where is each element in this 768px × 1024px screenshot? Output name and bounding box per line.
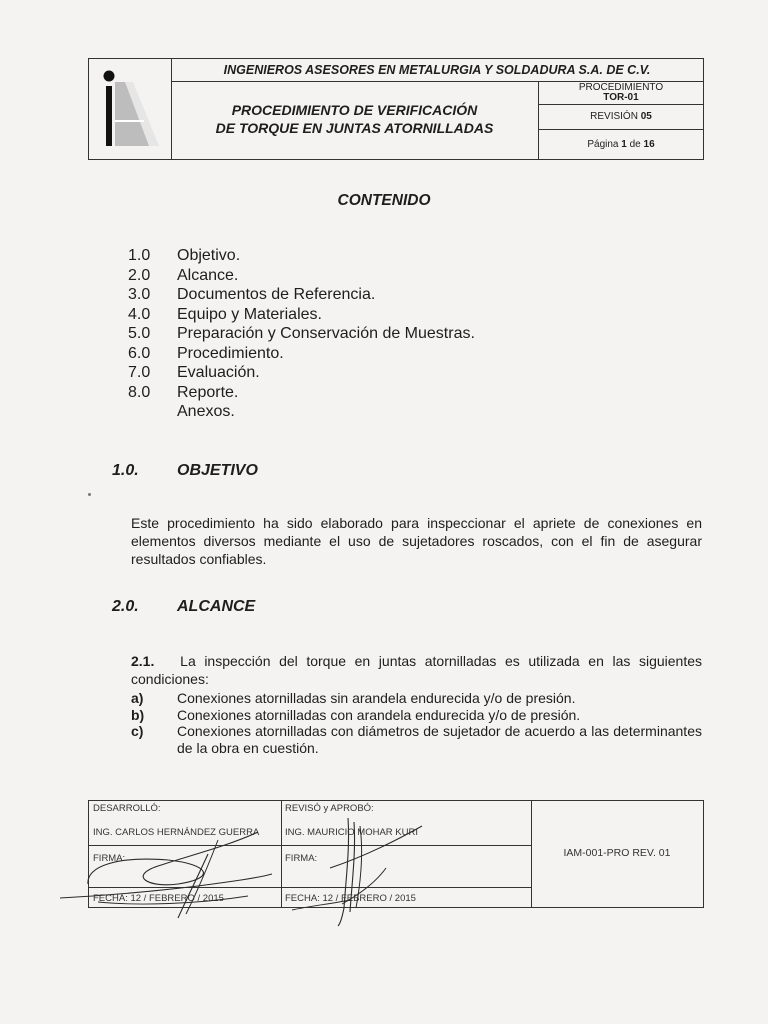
contents-heading: CONTENIDO bbox=[337, 192, 431, 209]
toc-item bbox=[128, 285, 475, 305]
company-logo bbox=[89, 59, 172, 159]
toc-text: Equipo y Materiales. bbox=[177, 305, 322, 323]
procedure-label: PROCEDIMIENTO bbox=[578, 82, 664, 93]
logo-graphic bbox=[89, 59, 171, 159]
developer-column bbox=[89, 801, 282, 907]
section-1-number: 1.0. bbox=[112, 462, 139, 479]
developed-name: ING. CARLOS HERNÁNDEZ GUERRA bbox=[93, 827, 260, 838]
page-current: 1 bbox=[621, 139, 627, 150]
title-line-2: DE TORQUE EN JUNTAS ATORNILLADAS bbox=[215, 120, 494, 136]
document-code: IAM-001-PRO REV. 01 bbox=[563, 847, 671, 859]
toc-item bbox=[128, 324, 475, 344]
page-number-cell bbox=[539, 130, 703, 160]
toc-number bbox=[128, 402, 177, 422]
toc-text: Preparación y Conservación de Muestras. bbox=[177, 325, 475, 342]
procedure-code-cell bbox=[539, 81, 703, 105]
company-name: INGENIEROS ASESORES EN METALURGIA Y SOLDADURA S.A. DE C.V. bbox=[171, 59, 703, 82]
toc-text: Documentos de Referencia. bbox=[177, 286, 376, 303]
toc-text: Anexos. bbox=[177, 403, 235, 420]
revision-value: 05 bbox=[640, 111, 652, 122]
page-total: 16 bbox=[643, 139, 655, 150]
developer-fecha: FECHA: 12 / FEBRERO / 2015 bbox=[93, 893, 224, 904]
procedure-code: TOR-01 bbox=[603, 92, 639, 103]
table-of-contents bbox=[128, 246, 475, 422]
document-meta bbox=[539, 81, 703, 160]
toc-text: Reporte. bbox=[177, 383, 239, 401]
conditions-list bbox=[131, 690, 702, 756]
section-1-title: OBJETIVO bbox=[177, 462, 258, 479]
developed-label: DESARROLLÓ: bbox=[93, 803, 161, 814]
procedure-title bbox=[171, 81, 539, 159]
toc-number: 8.0 bbox=[128, 383, 151, 401]
reviewer-firma-label: FIRMA: bbox=[285, 853, 318, 864]
section-2-title: ALCANCE bbox=[177, 598, 256, 615]
row-divider bbox=[89, 887, 281, 888]
section-2-number: 2.0. bbox=[112, 598, 139, 615]
list-item-label: b) bbox=[131, 706, 145, 723]
toc-number: 2.0 bbox=[128, 266, 151, 284]
toc-number: 6.0 bbox=[128, 344, 151, 362]
toc-number: 3.0 bbox=[128, 286, 151, 303]
toc-item bbox=[128, 363, 475, 383]
toc-item bbox=[128, 246, 475, 266]
row-divider bbox=[89, 845, 281, 846]
toc-item bbox=[128, 266, 475, 286]
section-2-1-paragraph bbox=[131, 652, 702, 688]
signature-table bbox=[88, 800, 704, 908]
row-divider bbox=[281, 845, 531, 846]
list-item bbox=[131, 690, 702, 707]
toc-text: Objetivo. bbox=[177, 247, 241, 264]
toc-item bbox=[128, 383, 475, 403]
revision-cell bbox=[539, 105, 703, 130]
toc-item bbox=[128, 305, 475, 325]
list-item bbox=[131, 707, 702, 724]
list-item-text: Conexiones atornilladas con arandela endurecida y/o de presión. bbox=[177, 706, 581, 723]
toc-text: Procedimiento. bbox=[177, 344, 284, 362]
title-line-1: PROCEDIMIENTO DE VERIFICACIÓN bbox=[231, 102, 478, 118]
row-divider bbox=[281, 887, 531, 888]
page-of: de bbox=[629, 139, 641, 150]
scan-speck bbox=[88, 493, 91, 496]
toc-number: 5.0 bbox=[128, 325, 151, 342]
page-label: Página bbox=[587, 139, 619, 150]
reviewed-name: ING. MAURICIO MOHAR KURI bbox=[285, 827, 419, 838]
list-item-label: a) bbox=[131, 690, 144, 706]
list-item-label: c) bbox=[131, 723, 144, 739]
section-2-1-text: La inspección del torque en juntas atornilladas es utilizada en las siguientes condiciones: bbox=[131, 653, 702, 687]
toc-text: Alcance. bbox=[177, 266, 239, 284]
section-2-1-number: 2.1. bbox=[131, 653, 155, 669]
revision-label: REVISIÓN bbox=[590, 111, 638, 122]
reviewer-fecha: FECHA: 12 / FEBRERO / 2015 bbox=[285, 893, 416, 904]
toc-text: Evaluación. bbox=[177, 364, 260, 381]
toc-number: 7.0 bbox=[128, 364, 151, 381]
section-1-body: Este procedimiento ha sido elaborado para inspeccionar el apriete de conexiones en elementos diversos mediante el uso de sujetadores roscados, con el fin de asegurar resultados confiables. bbox=[131, 515, 702, 567]
toc-number: 1.0 bbox=[128, 247, 151, 264]
toc-item bbox=[128, 344, 475, 364]
list-item-text: Conexiones atornilladas con diámetros de sujetador de acuerdo a las determinantes de la obra en cuestión. bbox=[177, 723, 702, 756]
reviewer-column bbox=[281, 801, 532, 907]
list-item bbox=[131, 723, 702, 756]
developer-firma-label: FIRMA: bbox=[93, 853, 126, 864]
toc-number: 4.0 bbox=[128, 305, 151, 323]
list-item-text: Conexiones atornilladas sin arandela endurecida y/o de presión. bbox=[177, 690, 576, 706]
document-header bbox=[88, 58, 704, 160]
toc-item bbox=[128, 402, 475, 422]
reviewed-label: REVISÓ y APROBÓ: bbox=[285, 803, 374, 814]
